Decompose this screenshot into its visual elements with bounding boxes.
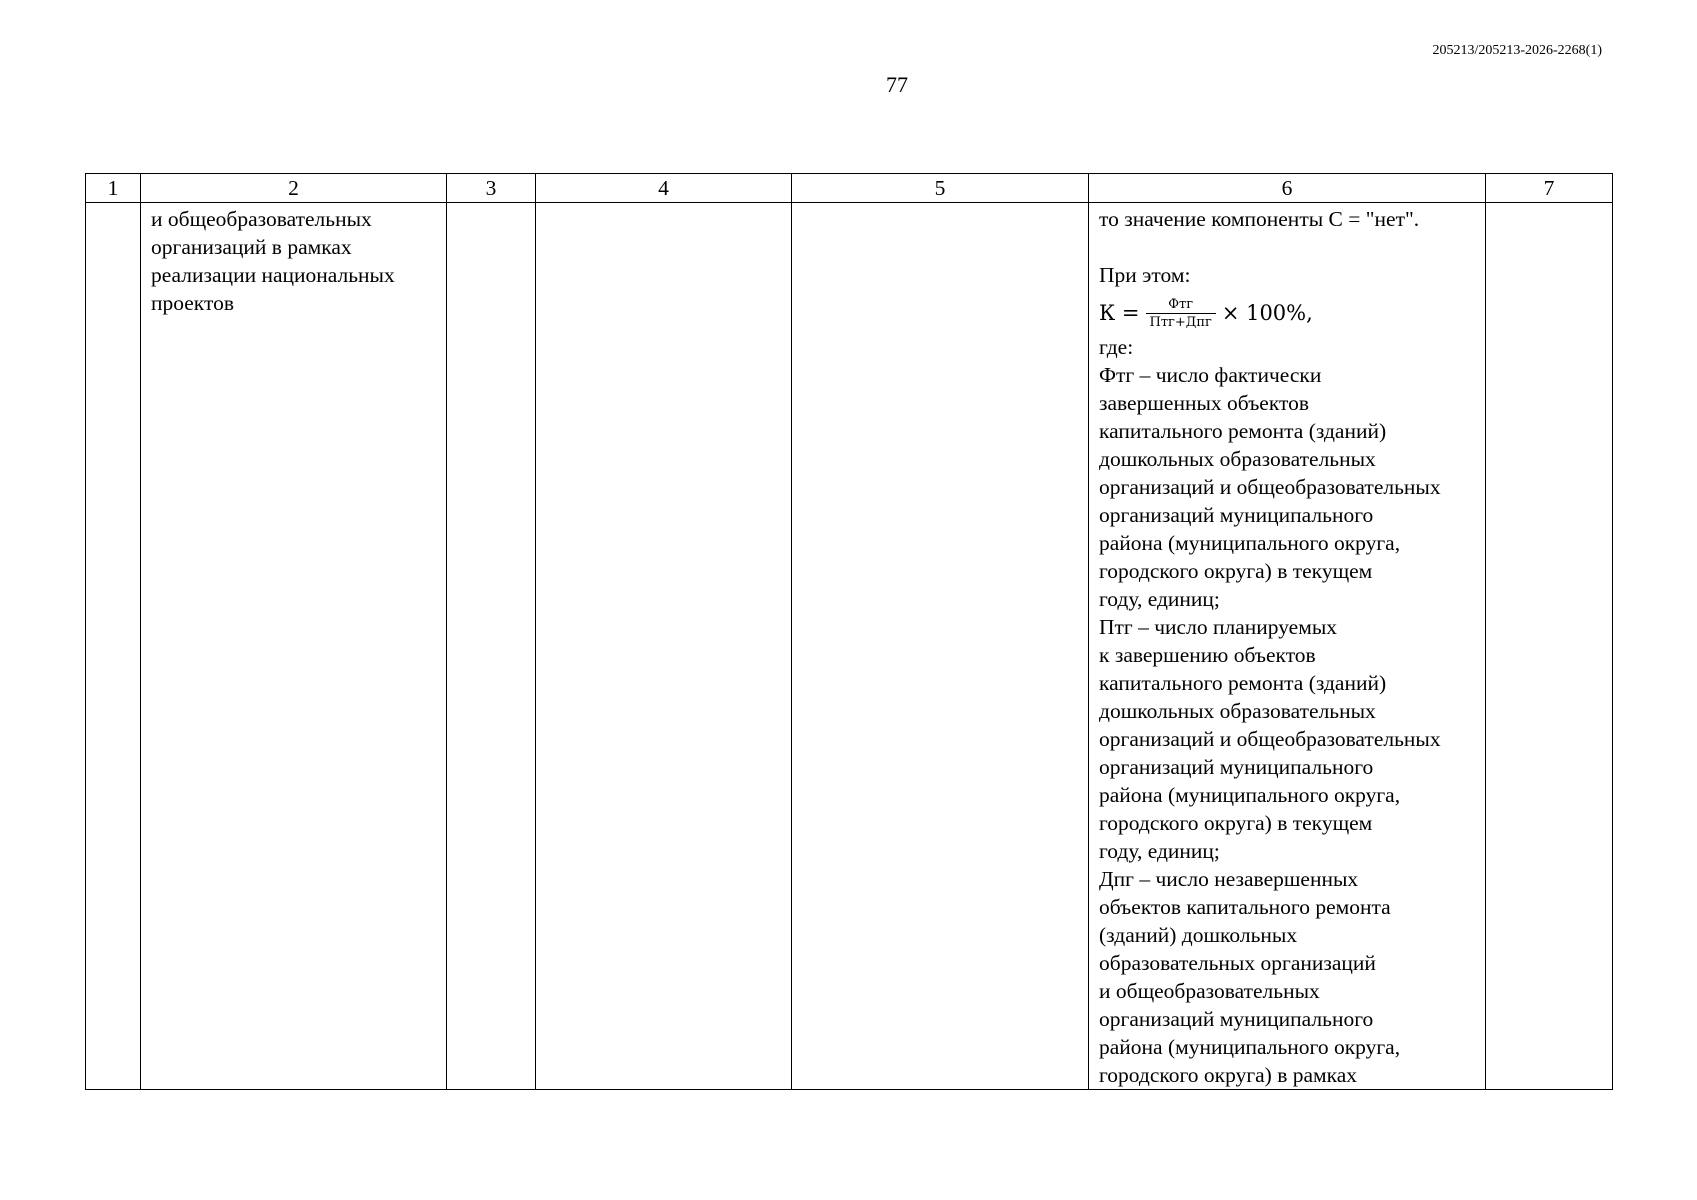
formula-lhs: К = [1099,301,1140,325]
column-number-row [86,174,1613,203]
text-line: организаций и общеобразовательных [1099,727,1441,751]
text-line: образовательных организаций [1099,951,1376,975]
column-header-3: 3 [447,174,536,203]
text-line: городского округа) в рамках [1099,1063,1358,1087]
table-row [86,203,1613,1090]
indicator-name-text [141,203,446,317]
text-line: где: [1099,335,1134,359]
text-line: году, единиц; [1099,587,1220,611]
cell-col-3 [447,203,536,1090]
cell-col-4 [536,203,792,1090]
text-line: района (муниципального округа, [1099,783,1401,807]
text-line: района (муниципального округа, [1099,531,1401,555]
text-line: городского округа) в текущем [1099,811,1373,835]
formula-rhs: × 100%, [1221,301,1313,325]
column-header-4: 4 [536,174,792,203]
text-line: (зданий) дошкольных [1099,923,1298,947]
text-line: района (муниципального округа, [1099,1035,1401,1059]
formula-denominator: Птг+Дпг [1146,313,1216,331]
text-line: проектов [151,291,234,315]
text-line: капитального ремонта (зданий) [1099,671,1387,695]
column-header-1: 1 [86,174,141,203]
blank-line [1099,233,1477,261]
indicator-table [85,173,1613,1090]
calculation-method-text [1089,203,1485,1089]
column-header-5: 5 [792,174,1089,203]
column-header-7: 7 [1486,174,1613,203]
text-line: При этом: [1099,263,1191,287]
text-line: организаций муниципального [1099,1007,1374,1031]
page-number: 77 [886,72,908,97]
text-line: и общеобразовательных [151,207,372,231]
text-line: организаций муниципального [1099,503,1374,527]
text-line: капитального ремонта (зданий) [1099,419,1387,443]
column-header-2: 2 [141,174,447,203]
text-line: году, единиц; [1099,839,1220,863]
text-line: дошкольных образовательных [1099,699,1376,723]
definition-lines [1099,333,1477,1089]
formula-fraction [1146,296,1216,331]
cell-col-6 [1089,203,1486,1090]
text-line: завершенных объектов [1099,391,1310,415]
text-line: объектов капитального ремонта [1099,895,1391,919]
formula-numerator: Фтг [1168,296,1194,312]
cell-col-7 [1486,203,1613,1090]
text-line: организаций и общеобразовательных [1099,475,1441,499]
text-line: дошкольных образовательных [1099,447,1376,471]
text-line: к завершению объектов [1099,643,1316,667]
text-line: городского округа) в текущем [1099,559,1373,583]
column-header-6: 6 [1089,174,1486,203]
cell-col-5 [792,203,1089,1090]
text-line: реализации национальных [151,263,395,287]
cell-col-1 [86,203,141,1090]
document-id: 205213/205213-2026-2268(1) [1432,43,1602,58]
text-line: Птг – число планируемых [1099,615,1338,639]
text-line: организаций муниципального [1099,755,1374,779]
text-line: организаций в рамках [151,235,352,259]
cell-col-2 [141,203,447,1090]
formula [1099,291,1477,335]
text-line: Дпг – число незавершенных [1099,867,1359,891]
text-line: и общеобразовательных [1099,979,1320,1003]
text-line: то значение компоненты С = "нет". [1099,207,1420,231]
text-line: Фтг – число фактически [1099,363,1322,387]
